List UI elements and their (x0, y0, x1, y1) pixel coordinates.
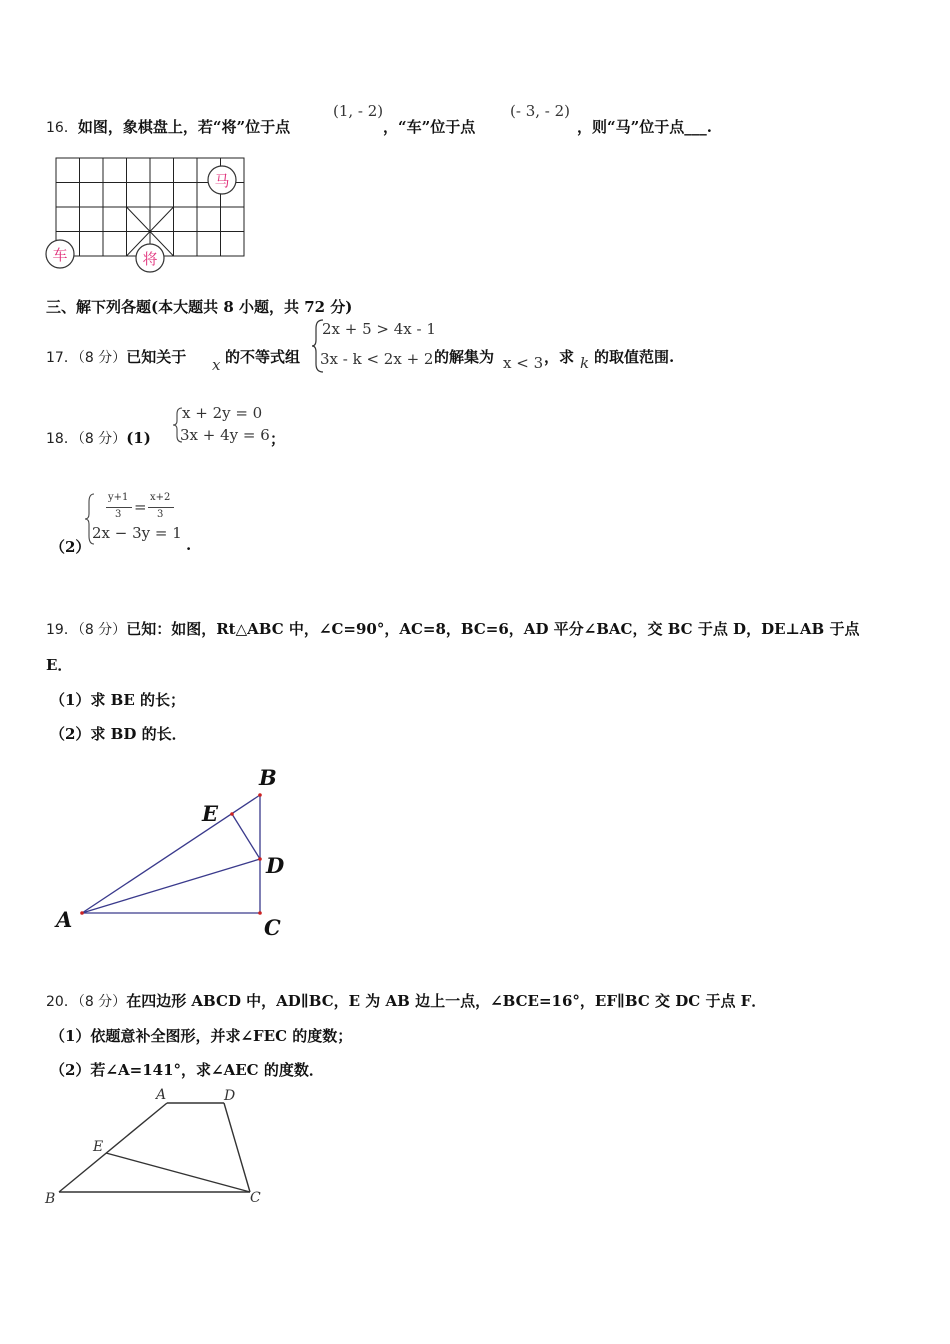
q18-equation-1b: 3x + 4y = 6 (180, 426, 270, 444)
label-e: E (93, 1139, 104, 1155)
q18-score: （8 分） (77, 431, 127, 447)
q19-sub-2: （2）求 BD 的长． (50, 725, 187, 743)
q16-coord-che: (- 3, - 2) (510, 102, 570, 120)
q16-text-c: ，则“马”位于点___. (577, 118, 712, 136)
triangle-lines (82, 795, 260, 913)
label-b: B (259, 765, 277, 790)
q17-var-k: k (580, 354, 590, 372)
label-e: E (202, 801, 219, 826)
chess-board-figure (40, 150, 260, 280)
q16-text-b: ，“车”位于点 (383, 118, 476, 136)
q18-frac-right-den: 3 (157, 509, 164, 520)
q18-frac-right-num: x+2 (150, 492, 171, 503)
q19-number: 19． (46, 622, 78, 638)
q18-part-1: (1) (126, 429, 151, 447)
q18-line-1 (46, 428, 151, 448)
q19-sub-1: （1）求 BE 的长； (50, 691, 185, 709)
quadrilateral-lines (59, 1103, 250, 1192)
label-a: A (56, 907, 73, 932)
q18-frac-right-bar (148, 507, 174, 508)
piece-ma-label: 马 (214, 172, 230, 190)
q19-text-line-1: 已知：如图，Rt△ABC 中，∠C=90°，AC=8，BC=6，AD 平分∠BAC，交 BC 于点 D，DE⊥AB 于点 (126, 620, 860, 638)
q17-text-c: 的解集为 (434, 348, 495, 366)
q20-number: 20． (46, 994, 78, 1010)
q18-part-2: （2） (50, 538, 91, 556)
q18-equation-1a: x + 2y = 0 (182, 404, 263, 422)
q17-text-e: 的取值范围. (594, 348, 675, 366)
q17-number: 17． (46, 350, 78, 366)
piece-jiang-label: 将 (142, 250, 158, 268)
q20-text-line-1: 在四边形 ABCD 中，AD∥BC，E 为 AB 边上一点，∠BCE=16°，EF∥BC 交 DC 于点 F． (126, 992, 767, 1010)
q18-frac-left-den: 3 (115, 509, 122, 520)
q17-inequality-2: 3x - k < 2x + 2 (320, 350, 434, 368)
q18-frac-left-num: y+1 (108, 492, 129, 503)
quadrilateral-abcd-figure (40, 1082, 280, 1212)
label-a: A (156, 1087, 167, 1103)
piece-jiang (136, 244, 164, 272)
q16-line (46, 116, 290, 137)
q17-inequality-1: 2x + 5 > 4x - 1 (322, 320, 436, 338)
q20-sub-1: （1）依题意补全图形，并求∠FEC 的度数； (50, 1027, 353, 1045)
q18-frac-equals: = (134, 498, 147, 516)
q19-text-line-2: E． (46, 656, 73, 674)
label-c: C (250, 1190, 261, 1206)
q18-end-2: . (186, 536, 192, 554)
label-d: D (224, 1088, 236, 1104)
q16-coord-jiang: (1, - 2) (333, 102, 384, 120)
label-b: B (45, 1191, 56, 1207)
q19-score: （8 分） (77, 622, 127, 638)
q16-number: 16． (46, 120, 78, 136)
q20-sub-2: （2）若∠A=141°，求∠AEC 的度数． (50, 1061, 324, 1079)
label-d: D (266, 853, 285, 878)
q16-text-a: 如图，象棋盘上，若“将”位于点 (77, 118, 291, 136)
q17-text-a: 已知关于 (126, 348, 187, 366)
piece-che-label: 车 (52, 246, 68, 264)
q20-score: （8 分） (77, 994, 127, 1010)
q18-end-1: ； (270, 430, 286, 448)
q17-var-x: x (212, 356, 221, 374)
section-3-title: 三、解下列各题(本大题共 8 小题，共 72 分) (46, 298, 353, 316)
label-c: C (264, 915, 281, 940)
q17-score: （8 分） (77, 350, 127, 366)
q17-line (46, 346, 186, 367)
piece-ma (208, 166, 236, 194)
q18-number: 18． (46, 431, 78, 447)
q18-equation-2b: 2x − 3y = 1 (92, 524, 182, 542)
q17-text-d: ，求 (544, 348, 575, 366)
q18-frac-left-bar (106, 507, 132, 508)
piece-che (46, 240, 74, 268)
q19-line-1 (46, 618, 859, 639)
q20-line-1 (46, 990, 766, 1011)
q17-solution: x < 3 (503, 354, 544, 372)
q17-text-b: 的不等式组 (225, 348, 301, 366)
triangle-abc-figure (50, 762, 300, 942)
